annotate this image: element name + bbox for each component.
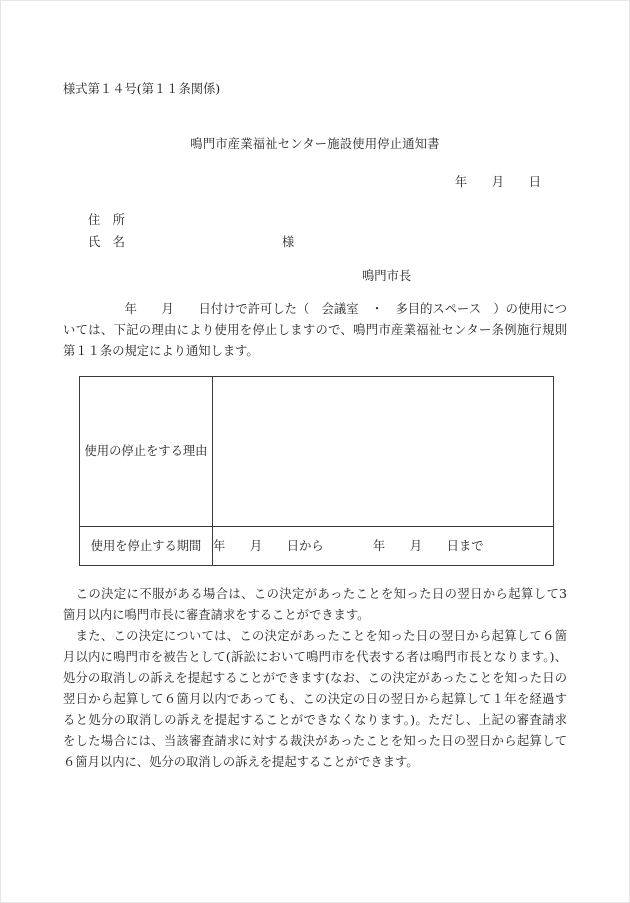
issuer-title: 鳴門市長	[362, 269, 412, 283]
recipient-honorific: 様	[282, 235, 295, 249]
period-label-cell: 使用を停止する期間	[80, 527, 213, 566]
note1-line-1: この決定に不服がある場合は、この決定があったことを知った日の翌日から起算して3	[63, 587, 567, 601]
period-value-cell: 年 月 日から 年 月 日まで	[213, 527, 554, 566]
note2-line-7: ６箇月以内に、処分の取消しの訴えを提起することができます。	[63, 755, 419, 769]
reason-table-row	[80, 377, 554, 527]
form-number: 様式第１４号(第１１条関係)	[63, 82, 221, 96]
note2-line-2: 月以内に鳴門市を被告として(訴訟において鳴門市を代表する者は鳴門市長となります。)、	[63, 650, 567, 664]
suspension-form-table	[79, 376, 554, 566]
note2-line-5: ると処分の取消しの訴えを提起することができなくなります。)。ただし、上記の審査請求	[63, 713, 567, 727]
recipient-address-label: 住 所	[88, 213, 125, 227]
intro-paragraph	[63, 299, 567, 362]
recipient-name-label: 氏 名	[88, 235, 125, 249]
note2-line-6: をした場合には、当該審査請求に対する裁決があったことを知った日の翌日から起算して	[63, 734, 567, 748]
document-title: 鳴門市産業福祉センター施設使用停止通知書	[190, 137, 440, 151]
period-table-row	[80, 527, 554, 566]
intro-line-1: 年 月 日付けで許可した（ 会議室 ・ 多目的スペース ）の使用につ	[63, 302, 567, 316]
reason-value-cell	[213, 377, 554, 527]
note2-line-1: また、この決定については、この決定があったことを知った日の翌日から起算して６箇	[63, 629, 567, 643]
note1-line-2: 箇月以内に鳴門市長に審査請求をすることができます。	[63, 608, 370, 622]
appeal-notes	[63, 584, 567, 773]
reason-label-cell: 使用の停止をする理由	[80, 377, 213, 527]
date-line: 年 月 日	[454, 175, 541, 189]
intro-line-2: いては、下記の理由により使用を停止しますので、鳴門市産業福祉センター条例施行規則	[63, 323, 567, 337]
intro-line-3: 第１１条の規定により通知します。	[63, 344, 259, 358]
note2-line-3: 処分の取消しの訴えを提起することができます(なお、この決定があったことを知った日の	[63, 671, 567, 685]
note2-line-4: 翌日から起算して６箇月以内であっても、この決定の日の翌日から起算して１年を経過す	[63, 692, 567, 706]
